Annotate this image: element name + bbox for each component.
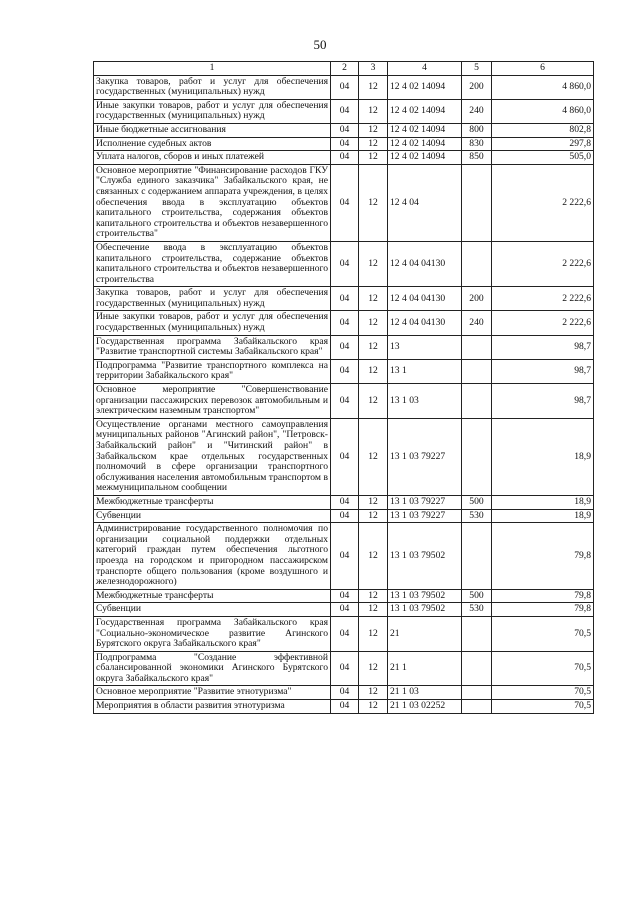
row-target-code: 12 4 02 14094 — [388, 75, 462, 99]
row-section: 04 — [331, 384, 359, 419]
table-row — [94, 700, 594, 714]
table-row — [94, 99, 594, 123]
row-name: Иные закупки товаров, работ и услуг для обеспечения государственных (муниципальных) нужд — [94, 311, 331, 335]
row-section: 04 — [331, 495, 359, 509]
table-row — [94, 164, 594, 241]
column-header: 4 — [388, 62, 462, 76]
row-name: Межбюджетные трансферты — [94, 495, 331, 509]
row-expense-type — [462, 164, 492, 241]
row-name: Обеспечение ввода в эксплуатацию объектов капитального строительства, содержание объектов капитального строительства и объектов незавершенного строительства — [94, 241, 331, 286]
row-target-code: 13 1 — [388, 359, 462, 383]
row-expense-type — [462, 523, 492, 590]
row-amount: 4 860,0 — [492, 99, 594, 123]
row-target-code: 12 4 02 14094 — [388, 99, 462, 123]
row-amount: 18,9 — [492, 418, 594, 495]
row-name: Основное мероприятие "Финансирование расходов ГКУ "Служба единого заказчика" Забайкальского края, не связанных с содержанием аппарата учреждения, в целях обеспечения ввода в эксплуатацию объектов капитального строительства, содержания объектов капитального строительства и объектов незавершенного строительства" — [94, 164, 331, 241]
row-name: Государственная программа Забайкальского края "Развитие транспортной системы Забайкальского края" — [94, 335, 331, 359]
table-row — [94, 151, 594, 165]
row-subsection: 12 — [359, 137, 388, 151]
row-expense-type: 830 — [462, 137, 492, 151]
row-section: 04 — [331, 335, 359, 359]
row-section: 04 — [331, 151, 359, 165]
row-target-code: 12 4 02 14094 — [388, 151, 462, 165]
table-row — [94, 651, 594, 686]
row-target-code: 12 4 02 14094 — [388, 123, 462, 137]
row-expense-type — [462, 359, 492, 383]
row-target-code: 21 — [388, 616, 462, 651]
row-subsection: 12 — [359, 651, 388, 686]
table-row — [94, 589, 594, 603]
row-expense-type: 500 — [462, 589, 492, 603]
row-section: 04 — [331, 287, 359, 311]
row-subsection: 12 — [359, 523, 388, 590]
row-section: 04 — [331, 164, 359, 241]
row-amount: 18,9 — [492, 509, 594, 523]
table-row — [94, 287, 594, 311]
row-target-code: 21 1 03 02252 — [388, 700, 462, 714]
row-expense-type: 500 — [462, 495, 492, 509]
row-section: 04 — [331, 99, 359, 123]
row-expense-type: 200 — [462, 75, 492, 99]
header-row — [94, 62, 594, 76]
row-amount: 2 222,6 — [492, 241, 594, 286]
row-expense-type: 240 — [462, 311, 492, 335]
row-expense-type — [462, 241, 492, 286]
row-target-code: 12 4 04 04130 — [388, 287, 462, 311]
column-header: 1 — [94, 62, 331, 76]
table-row — [94, 75, 594, 99]
table-row — [94, 311, 594, 335]
row-amount: 98,7 — [492, 384, 594, 419]
row-amount: 79,8 — [492, 589, 594, 603]
row-expense-type: 200 — [462, 287, 492, 311]
row-target-code: 13 1 03 79227 — [388, 495, 462, 509]
row-section: 04 — [331, 523, 359, 590]
row-section: 04 — [331, 359, 359, 383]
row-amount: 70,5 — [492, 651, 594, 686]
row-subsection: 12 — [359, 335, 388, 359]
row-expense-type — [462, 335, 492, 359]
row-target-code: 21 1 — [388, 651, 462, 686]
row-name: Осуществление органами местного самоуправления муниципальных районов "Агинский район", "Петровск-Забайкальский район" и "Читинский район" в Забайкальском крае отдельных государственных полномочий в сфере организации транспортного обслуживания населения автомобильным транспортом в межмуниципальном сообщении — [94, 418, 331, 495]
table-row — [94, 137, 594, 151]
row-target-code: 13 1 03 79227 — [388, 418, 462, 495]
row-expense-type — [462, 418, 492, 495]
row-name: Основное мероприятие "Совершенствование организации пассажирских перевозок автомобильным и электрическим наземным транспортом" — [94, 384, 331, 419]
row-name: Подпрограмма "Создание эффективной сбалансированной экономики Агинского Бурятского округа Забайкальского края" — [94, 651, 331, 686]
table-row — [94, 509, 594, 523]
row-expense-type: 530 — [462, 603, 492, 617]
row-target-code: 21 1 03 — [388, 686, 462, 700]
row-target-code: 13 1 03 79502 — [388, 603, 462, 617]
row-section: 04 — [331, 137, 359, 151]
table-row — [94, 123, 594, 137]
row-name: Администрирование государственного полномочия по организации социальной поддержки отдельных категорий граждан путем обеспечения льготного проезда на городском и пригородном пассажирском транспорте общего пользования (кроме воздушного и железнодорожного) — [94, 523, 331, 590]
row-name: Подпрограмма "Развитие транспортного комплекса на территории Забайкальского края" — [94, 359, 331, 383]
row-target-code: 12 4 04 04130 — [388, 241, 462, 286]
row-subsection: 12 — [359, 686, 388, 700]
row-expense-type — [462, 686, 492, 700]
row-section: 04 — [331, 686, 359, 700]
row-expense-type — [462, 700, 492, 714]
table-row — [94, 523, 594, 590]
row-target-code: 13 1 03 79227 — [388, 509, 462, 523]
row-subsection: 12 — [359, 99, 388, 123]
table-row — [94, 603, 594, 617]
column-header: 5 — [462, 62, 492, 76]
column-header: 3 — [359, 62, 388, 76]
row-subsection: 12 — [359, 700, 388, 714]
table-row — [94, 359, 594, 383]
row-amount: 505,0 — [492, 151, 594, 165]
row-amount: 18,9 — [492, 495, 594, 509]
row-section: 04 — [331, 589, 359, 603]
row-amount: 2 222,6 — [492, 311, 594, 335]
column-header: 6 — [492, 62, 594, 76]
table-row — [94, 418, 594, 495]
row-target-code: 13 1 03 — [388, 384, 462, 419]
row-subsection: 12 — [359, 75, 388, 99]
row-section: 04 — [331, 509, 359, 523]
row-expense-type: 240 — [462, 99, 492, 123]
row-section: 04 — [331, 603, 359, 617]
row-section: 04 — [331, 700, 359, 714]
row-amount: 98,7 — [492, 335, 594, 359]
row-subsection: 12 — [359, 164, 388, 241]
table-row — [94, 495, 594, 509]
row-subsection: 12 — [359, 123, 388, 137]
row-section: 04 — [331, 311, 359, 335]
row-amount: 2 222,6 — [492, 164, 594, 241]
row-subsection: 12 — [359, 287, 388, 311]
row-target-code: 12 4 04 04130 — [388, 311, 462, 335]
row-section: 04 — [331, 651, 359, 686]
row-amount: 70,5 — [492, 616, 594, 651]
table-row — [94, 335, 594, 359]
row-name: Исполнение судебных актов — [94, 137, 331, 151]
row-amount: 297,8 — [492, 137, 594, 151]
row-name: Закупка товаров, работ и услуг для обеспечения государственных (муниципальных) нужд — [94, 75, 331, 99]
row-name: Уплата налогов, сборов и иных платежей — [94, 151, 331, 165]
row-name: Межбюджетные трансферты — [94, 589, 331, 603]
column-header: 2 — [331, 62, 359, 76]
row-amount: 98,7 — [492, 359, 594, 383]
row-name: Основное мероприятие "Развитие этнотуризма" — [94, 686, 331, 700]
budget-table — [93, 61, 594, 714]
row-target-code: 13 1 03 79502 — [388, 589, 462, 603]
table-row — [94, 686, 594, 700]
row-expense-type — [462, 616, 492, 651]
row-section: 04 — [331, 418, 359, 495]
row-amount: 79,8 — [492, 523, 594, 590]
row-name: Иные бюджетные ассигнования — [94, 123, 331, 137]
row-subsection: 12 — [359, 509, 388, 523]
row-subsection: 12 — [359, 241, 388, 286]
row-target-code: 12 4 04 — [388, 164, 462, 241]
row-subsection: 12 — [359, 151, 388, 165]
table-row — [94, 241, 594, 286]
row-name: Закупка товаров, работ и услуг для обеспечения государственных (муниципальных) нужд — [94, 287, 331, 311]
row-amount: 70,5 — [492, 686, 594, 700]
table-row — [94, 616, 594, 651]
row-amount: 79,8 — [492, 603, 594, 617]
row-expense-type — [462, 384, 492, 419]
row-expense-type: 850 — [462, 151, 492, 165]
row-target-code: 12 4 02 14094 — [388, 137, 462, 151]
row-section: 04 — [331, 241, 359, 286]
row-name: Иные закупки товаров, работ и услуг для обеспечения государственных (муниципальных) нужд — [94, 99, 331, 123]
row-name: Мероприятия в области развития этнотуризма — [94, 700, 331, 714]
table-row — [94, 384, 594, 419]
row-name: Государственная программа Забайкальского края "Социально-экономическое развитие Агинского Бурятского округа Забайкальского края" — [94, 616, 331, 651]
page-number: 50 — [313, 37, 327, 52]
row-section: 04 — [331, 123, 359, 137]
row-amount: 2 222,6 — [492, 287, 594, 311]
row-name: Субвенции — [94, 509, 331, 523]
row-subsection: 12 — [359, 495, 388, 509]
row-subsection: 12 — [359, 384, 388, 419]
row-subsection: 12 — [359, 359, 388, 383]
row-target-code: 13 — [388, 335, 462, 359]
row-name: Субвенции — [94, 603, 331, 617]
row-subsection: 12 — [359, 311, 388, 335]
row-amount: 4 860,0 — [492, 75, 594, 99]
row-section: 04 — [331, 75, 359, 99]
row-target-code: 13 1 03 79502 — [388, 523, 462, 590]
row-expense-type — [462, 651, 492, 686]
row-section: 04 — [331, 616, 359, 651]
row-subsection: 12 — [359, 616, 388, 651]
row-subsection: 12 — [359, 603, 388, 617]
row-expense-type: 800 — [462, 123, 492, 137]
row-amount: 70,5 — [492, 700, 594, 714]
row-amount: 802,8 — [492, 123, 594, 137]
row-subsection: 12 — [359, 589, 388, 603]
row-expense-type: 530 — [462, 509, 492, 523]
row-subsection: 12 — [359, 418, 388, 495]
